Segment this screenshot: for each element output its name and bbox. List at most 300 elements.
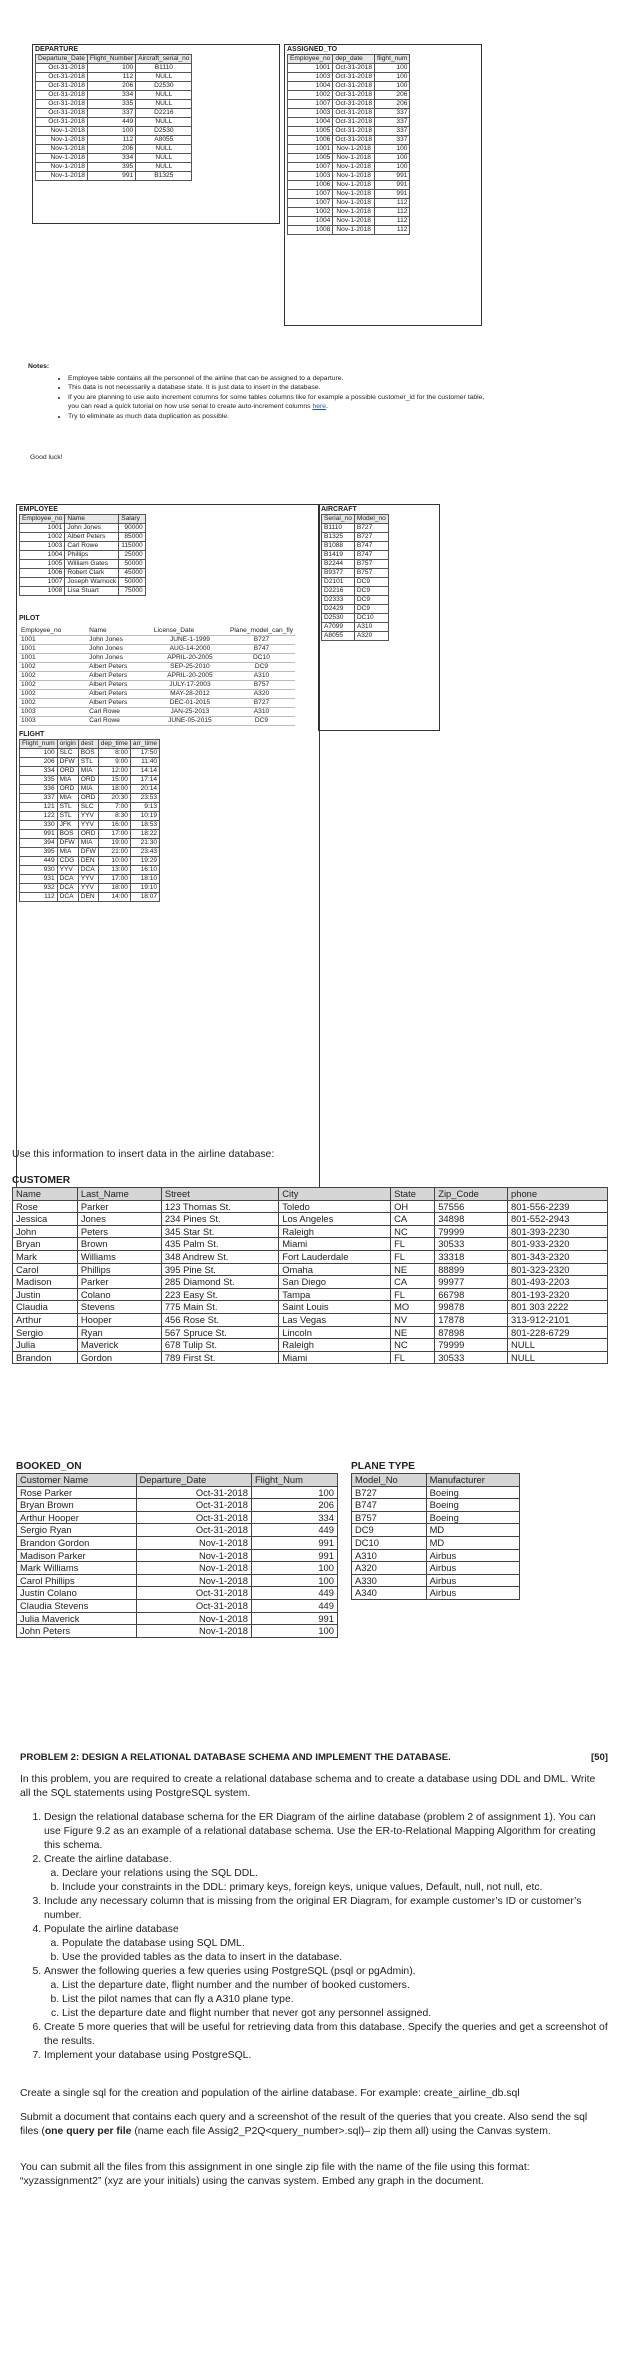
table-row bbox=[288, 145, 410, 154]
table-cell: 801-393-2230 bbox=[508, 1225, 608, 1238]
column-header: Name bbox=[65, 515, 119, 524]
table-row bbox=[288, 199, 410, 208]
employee-table bbox=[19, 514, 146, 596]
table-row bbox=[322, 560, 389, 569]
table-cell: JUNE-1-1999 bbox=[169, 636, 210, 643]
table-cell: B1325 bbox=[136, 172, 192, 181]
table-row bbox=[19, 699, 295, 708]
table-cell: 100 bbox=[374, 64, 409, 73]
table-cell: Oct-31-2018 bbox=[333, 82, 375, 91]
table-cell: Omaha bbox=[279, 1263, 391, 1276]
table-cell: 33318 bbox=[435, 1250, 508, 1263]
table-cell: 1003 bbox=[288, 172, 333, 181]
column-header: City bbox=[279, 1188, 391, 1201]
table-cell: 678 Tulip St. bbox=[161, 1339, 278, 1352]
table-cell: B727 bbox=[354, 533, 388, 542]
table-cell: 991 bbox=[87, 172, 135, 181]
table-cell: 335 bbox=[20, 776, 58, 785]
table-cell: DC10 bbox=[253, 654, 270, 661]
table-cell: NULL bbox=[136, 118, 192, 127]
table-cell: Sergio Ryan bbox=[17, 1524, 137, 1537]
table-cell: 12:00 bbox=[98, 767, 130, 776]
table-row bbox=[322, 533, 389, 542]
table-cell: Oct-31-2018 bbox=[136, 1499, 251, 1512]
table-cell: ORD bbox=[78, 794, 98, 803]
table-row bbox=[13, 1288, 608, 1301]
table-cell: Madison Parker bbox=[17, 1549, 137, 1562]
table-cell: 100 bbox=[251, 1486, 337, 1499]
column-header: Manufacturer bbox=[426, 1474, 519, 1487]
table-cell: 100 bbox=[251, 1625, 337, 1638]
column-header: Model_no bbox=[354, 515, 388, 524]
table-cell: Nov-1-2018 bbox=[36, 172, 88, 181]
table-cell: DC9 bbox=[354, 587, 388, 596]
table-cell: 1002 bbox=[21, 663, 36, 670]
table-row bbox=[17, 1536, 338, 1549]
table-cell: SLC bbox=[78, 803, 98, 812]
table-cell: 30533 bbox=[435, 1351, 508, 1364]
table-cell: Madison bbox=[13, 1276, 78, 1289]
table-cell: Airbus bbox=[426, 1587, 519, 1600]
note-item bbox=[68, 393, 488, 412]
table-cell: 801-228-6729 bbox=[508, 1326, 608, 1339]
column-header: License_Date bbox=[153, 627, 195, 634]
table-cell: YYV bbox=[78, 821, 98, 830]
table-cell: B747 bbox=[354, 551, 388, 560]
table-cell: NULL bbox=[508, 1339, 608, 1352]
table-cell: 1002 bbox=[288, 91, 333, 100]
table-cell: 1003 bbox=[20, 542, 65, 551]
table-row bbox=[288, 208, 410, 217]
table-cell: NULL bbox=[136, 91, 192, 100]
table-cell: Oct-31-2018 bbox=[136, 1511, 251, 1524]
table-cell: ORD bbox=[78, 830, 98, 839]
table-cell: Toledo bbox=[279, 1200, 391, 1213]
table-row bbox=[20, 551, 146, 560]
plane-type-label: PLANE TYPE bbox=[351, 1461, 415, 1472]
table-row bbox=[17, 1549, 338, 1562]
column-header: Employee_no bbox=[288, 55, 333, 64]
table-cell: B757 bbox=[253, 681, 270, 688]
table-row bbox=[322, 524, 389, 533]
table-cell: Oct-31-2018 bbox=[333, 118, 375, 127]
table-cell: 19:29 bbox=[130, 857, 159, 866]
table-cell: John Peters bbox=[17, 1625, 137, 1638]
table-cell: DC9 bbox=[354, 596, 388, 605]
column-header: Employee_no bbox=[21, 627, 62, 634]
table-cell: 435 Palm St. bbox=[161, 1238, 278, 1251]
table-cell: 449 bbox=[251, 1599, 337, 1612]
table-row bbox=[13, 1313, 608, 1326]
flight-label: FLIGHT bbox=[19, 731, 45, 738]
table-cell: 567 Spruce St. bbox=[161, 1326, 278, 1339]
table-cell: 348 Andrew St. bbox=[161, 1250, 278, 1263]
table-row bbox=[19, 663, 295, 672]
table-row bbox=[288, 136, 410, 145]
table-cell: Boeing bbox=[426, 1486, 519, 1499]
table-cell: 1007 bbox=[288, 163, 333, 172]
table-cell: Nov-1-2018 bbox=[136, 1625, 251, 1638]
table-row bbox=[20, 749, 160, 758]
table-cell: 1001 bbox=[288, 145, 333, 154]
table-cell: NULL bbox=[508, 1351, 608, 1364]
table-row bbox=[20, 569, 146, 578]
table-row bbox=[36, 172, 192, 181]
table-cell: Phillips bbox=[77, 1263, 161, 1276]
table-cell: 991 bbox=[20, 830, 58, 839]
table-cell: Carl Rowe bbox=[89, 717, 120, 724]
table-cell: 991 bbox=[251, 1549, 337, 1562]
table-row bbox=[17, 1599, 338, 1612]
table-cell: Nov-1-2018 bbox=[333, 145, 375, 154]
table-cell: 10:19 bbox=[130, 812, 159, 821]
table-cell: Oct-31-2018 bbox=[36, 91, 88, 100]
table-cell: D2101 bbox=[322, 578, 355, 587]
table-cell: 1006 bbox=[288, 136, 333, 145]
table-cell: 18:00 bbox=[98, 884, 130, 893]
table-cell: 14:14 bbox=[130, 767, 159, 776]
table-cell: 1001 bbox=[21, 645, 36, 652]
table-cell: B1110 bbox=[136, 64, 192, 73]
table-row bbox=[17, 1562, 338, 1575]
tutorial-link[interactable]: here bbox=[312, 403, 327, 410]
notes-title: Notes: bbox=[28, 363, 50, 370]
column-header: Name bbox=[13, 1188, 78, 1201]
table-row bbox=[322, 551, 389, 560]
table-cell: STL bbox=[78, 758, 98, 767]
table-cell: Rose Parker bbox=[17, 1486, 137, 1499]
table-cell: 285 Diamond St. bbox=[161, 1276, 278, 1289]
table-cell: DFW bbox=[57, 758, 78, 767]
table-cell: 1003 bbox=[21, 708, 36, 715]
table-cell: NULL bbox=[136, 73, 192, 82]
table-row bbox=[20, 884, 160, 893]
table-cell: Oct-31-2018 bbox=[36, 109, 88, 118]
table-cell: 337 bbox=[374, 136, 409, 145]
table-cell: Claudia Stevens bbox=[17, 1599, 137, 1612]
table-cell: William Gates bbox=[65, 560, 119, 569]
table-row bbox=[17, 1587, 338, 1600]
table-cell: 1005 bbox=[288, 127, 333, 136]
table-cell: NV bbox=[391, 1313, 435, 1326]
column-header: Customer Name bbox=[17, 1474, 137, 1487]
table-cell: 223 Easy St. bbox=[161, 1288, 278, 1301]
table-cell: 19:10 bbox=[130, 884, 159, 893]
table-cell: Brandon Gordon bbox=[17, 1536, 137, 1549]
table-cell: 17:14 bbox=[130, 776, 159, 785]
table-cell: 395 bbox=[87, 163, 135, 172]
customer-label: CUSTOMER bbox=[12, 1175, 71, 1186]
table-cell: DC9 bbox=[354, 605, 388, 614]
column-header: State bbox=[391, 1188, 435, 1201]
table-cell: B1325 bbox=[322, 533, 355, 542]
step-text: Create the airline database. bbox=[44, 1854, 172, 1865]
table-cell: Raleigh bbox=[279, 1225, 391, 1238]
table-row bbox=[36, 118, 192, 127]
problem-step bbox=[44, 1965, 608, 2021]
table-row bbox=[17, 1486, 338, 1499]
table-row bbox=[13, 1339, 608, 1352]
table-cell: 801-493-2203 bbox=[508, 1276, 608, 1289]
table-cell: Nov-1-2018 bbox=[333, 154, 375, 163]
table-row bbox=[20, 875, 160, 884]
table-cell: 34898 bbox=[435, 1213, 508, 1226]
table-cell: 1005 bbox=[20, 560, 65, 569]
table-cell: 115000 bbox=[119, 542, 146, 551]
table-cell: 1005 bbox=[288, 154, 333, 163]
table-cell: B747 bbox=[352, 1499, 427, 1512]
table-cell: John Jones bbox=[89, 636, 123, 643]
table-cell: 991 bbox=[374, 190, 409, 199]
table-cell: Airbus bbox=[426, 1562, 519, 1575]
assigned-to-label: ASSIGNED_TO bbox=[287, 46, 338, 53]
table-cell: Williams bbox=[77, 1250, 161, 1263]
booked-on-label: BOOKED_ON bbox=[16, 1461, 82, 1472]
table-cell: 932 bbox=[20, 884, 58, 893]
column-header: Last_Name bbox=[77, 1188, 161, 1201]
table-cell: D2333 bbox=[322, 596, 355, 605]
table-cell: 1007 bbox=[288, 199, 333, 208]
table-cell: 1004 bbox=[288, 118, 333, 127]
sub-step: a. Populate the database using SQL DML. bbox=[62, 1937, 608, 1951]
table-row bbox=[20, 767, 160, 776]
notes-section bbox=[28, 362, 488, 463]
good-luck-text: Good luck! bbox=[30, 454, 63, 461]
problem-step bbox=[44, 1923, 608, 1965]
table-row bbox=[20, 533, 146, 542]
table-cell: 930 bbox=[20, 866, 58, 875]
table-cell: Justin bbox=[13, 1288, 78, 1301]
problem-points: [50] bbox=[590, 1752, 608, 1763]
table-cell: Nov-1-2018 bbox=[333, 172, 375, 181]
table-row bbox=[13, 1351, 608, 1364]
table-cell: 1004 bbox=[288, 82, 333, 91]
table-cell: 18:07 bbox=[130, 893, 159, 902]
table-row bbox=[288, 73, 410, 82]
table-cell: Tampa bbox=[279, 1288, 391, 1301]
para-text: Submit a document that contains each query and a screenshot of the result of the queries that you create. Also send the sql files ( bbox=[20, 2112, 588, 2137]
table-row bbox=[13, 1276, 608, 1289]
customer-section bbox=[12, 1174, 608, 1364]
table-cell: MIA bbox=[78, 839, 98, 848]
table-row bbox=[288, 190, 410, 199]
problem-intro: In this problem, you are required to create a relational database schema and to create a database using DDL and DML. Write all the SQL statements using PostgreSQL system. bbox=[20, 1774, 596, 1799]
problem-step bbox=[44, 1853, 608, 1895]
table-cell: 330 bbox=[20, 821, 58, 830]
table-cell: 1002 bbox=[21, 672, 36, 679]
table-cell: 206 bbox=[87, 82, 135, 91]
table-cell: 79999 bbox=[435, 1225, 508, 1238]
column-header: Plane_model_can_fly bbox=[229, 627, 293, 634]
table-cell: Nov-1-2018 bbox=[333, 199, 375, 208]
booked-on-section bbox=[16, 1460, 338, 1638]
table-cell: B757 bbox=[352, 1511, 427, 1524]
para-text: (name each file Assig2_P2Q<query_number>.sql)– zip them all) using the Canvas system. bbox=[131, 2126, 551, 2137]
table-cell: 11:40 bbox=[130, 758, 159, 767]
table-row bbox=[17, 1612, 338, 1625]
table-cell: B1088 bbox=[322, 542, 355, 551]
table-cell: Albert Peters bbox=[89, 699, 128, 706]
table-cell: 88899 bbox=[435, 1263, 508, 1276]
column-header: Employee_no bbox=[20, 515, 65, 524]
table-cell: Oct-31-2018 bbox=[36, 82, 88, 91]
table-cell: 8:30 bbox=[98, 812, 130, 821]
table-cell: D2530 bbox=[136, 127, 192, 136]
table-cell: AUG-14-2000 bbox=[169, 645, 211, 652]
table-cell: JULY-17-2003 bbox=[169, 681, 211, 688]
aircraft-label: AIRCRAFT bbox=[321, 506, 357, 513]
note-text: If you are planning to use auto increment columns for some tables columns like for example a possible customer_id for the customer table, you can read a quick tutorial on how use serial to create auto-increment columns bbox=[68, 393, 485, 410]
table-cell: 16:00 bbox=[98, 821, 130, 830]
table-cell: 1001 bbox=[21, 636, 36, 643]
table-cell: 57556 bbox=[435, 1200, 508, 1213]
column-header: Zip_Code bbox=[435, 1188, 508, 1201]
table-cell: 206 bbox=[374, 91, 409, 100]
table-row bbox=[352, 1574, 520, 1587]
table-cell: DC9 bbox=[352, 1524, 427, 1537]
table-cell: CA bbox=[391, 1213, 435, 1226]
table-row bbox=[322, 569, 389, 578]
table-cell: 337 bbox=[374, 118, 409, 127]
table-row bbox=[20, 803, 160, 812]
table-cell: Bryan Brown bbox=[17, 1499, 137, 1512]
table-cell: NULL bbox=[136, 100, 192, 109]
table-cell: D2216 bbox=[136, 109, 192, 118]
sub-steps bbox=[44, 1867, 608, 1895]
table-cell: B1110 bbox=[322, 524, 355, 533]
table-row bbox=[20, 785, 160, 794]
column-header: Flight_Num bbox=[251, 1474, 337, 1487]
table-cell: Miami bbox=[279, 1238, 391, 1251]
problem-section bbox=[20, 1752, 608, 2189]
table-cell: 1002 bbox=[21, 681, 36, 688]
table-cell: YYV bbox=[78, 812, 98, 821]
table-cell: DFW bbox=[57, 839, 78, 848]
table-cell: DC10 bbox=[352, 1536, 427, 1549]
table-cell: 100 bbox=[251, 1562, 337, 1575]
table-cell: 206 bbox=[251, 1499, 337, 1512]
table-row bbox=[20, 560, 146, 569]
table-cell: 1003 bbox=[288, 73, 333, 82]
table-cell: John Jones bbox=[65, 524, 119, 533]
table-cell: A310 bbox=[354, 623, 388, 632]
use-info-text: Use this information to insert data in the airline database: bbox=[12, 1149, 275, 1160]
table-cell: 1001 bbox=[288, 64, 333, 73]
table-cell: Claudia bbox=[13, 1301, 78, 1314]
table-cell: D2429 bbox=[322, 605, 355, 614]
table-cell: Nov-1-2018 bbox=[333, 190, 375, 199]
column-header: Salary bbox=[119, 515, 146, 524]
table-cell: D2530 bbox=[322, 614, 355, 623]
table-row bbox=[17, 1511, 338, 1524]
table-cell: Jones bbox=[77, 1213, 161, 1226]
table-cell: 334 bbox=[20, 767, 58, 776]
table-cell: 1006 bbox=[20, 569, 65, 578]
table-cell: A320 bbox=[352, 1562, 427, 1575]
table-cell: Nov-1-2018 bbox=[136, 1536, 251, 1549]
table-cell: Jessica bbox=[13, 1213, 78, 1226]
table-cell: 17:50 bbox=[130, 749, 159, 758]
table-row bbox=[13, 1238, 608, 1251]
departure-table bbox=[35, 54, 192, 181]
table-row bbox=[13, 1301, 608, 1314]
table-cell: A7099 bbox=[322, 623, 355, 632]
table-cell: 1003 bbox=[288, 109, 333, 118]
table-cell: Oct-31-2018 bbox=[136, 1524, 251, 1537]
table-row bbox=[352, 1549, 520, 1562]
problem-step bbox=[44, 2049, 608, 2063]
table-cell: 122 bbox=[20, 812, 58, 821]
table-cell: 801-556-2239 bbox=[508, 1200, 608, 1213]
column-header: Name bbox=[89, 627, 107, 634]
table-cell: STL bbox=[57, 803, 78, 812]
table-cell: 801-933-2320 bbox=[508, 1238, 608, 1251]
table-row bbox=[36, 136, 192, 145]
table-cell: Oct-31-2018 bbox=[333, 127, 375, 136]
table-cell: STL bbox=[57, 812, 78, 821]
table-row bbox=[288, 82, 410, 91]
table-row bbox=[13, 1225, 608, 1238]
table-cell: 206 bbox=[374, 100, 409, 109]
note-item: • Try to eliminate as much data duplication as possible. bbox=[68, 412, 488, 422]
table-cell: 112 bbox=[374, 199, 409, 208]
table-cell: Oct-31-2018 bbox=[333, 73, 375, 82]
table-cell: Nov-1-2018 bbox=[333, 181, 375, 190]
table-cell: Albert Peters bbox=[89, 690, 128, 697]
table-cell: San Diego bbox=[279, 1276, 391, 1289]
table-row bbox=[19, 717, 295, 726]
table-cell: 9:13 bbox=[130, 803, 159, 812]
table-row bbox=[20, 587, 146, 596]
table-cell: DEN bbox=[78, 857, 98, 866]
column-header: phone bbox=[508, 1188, 608, 1201]
table-row bbox=[288, 64, 410, 73]
table-cell: Sergio bbox=[13, 1326, 78, 1339]
table-row bbox=[36, 82, 192, 91]
table-cell: 234 Pines St. bbox=[161, 1213, 278, 1226]
table-row bbox=[13, 1200, 608, 1213]
table-cell: 334 bbox=[87, 91, 135, 100]
table-cell: Nov-1-2018 bbox=[36, 163, 88, 172]
table-cell: CA bbox=[391, 1276, 435, 1289]
table-row bbox=[20, 866, 160, 875]
table-row bbox=[322, 587, 389, 596]
table-cell: MIA bbox=[78, 767, 98, 776]
column-header: Street bbox=[161, 1188, 278, 1201]
table-cell: 25000 bbox=[119, 551, 146, 560]
column-header: Departure_Date bbox=[36, 55, 88, 64]
table-cell: 123 Thomas St. bbox=[161, 1200, 278, 1213]
table-cell: 100 bbox=[374, 82, 409, 91]
table-cell: Raleigh bbox=[279, 1339, 391, 1352]
assigned-to-table bbox=[287, 54, 410, 235]
table-cell: ORD bbox=[78, 776, 98, 785]
table-cell: Oct-31-2018 bbox=[36, 64, 88, 73]
table-cell: SLC bbox=[57, 749, 78, 758]
departure-label: DEPARTURE bbox=[35, 46, 79, 53]
table-row bbox=[36, 154, 192, 163]
table-cell: 20:14 bbox=[130, 785, 159, 794]
table-cell: 21:30 bbox=[130, 839, 159, 848]
table-row bbox=[322, 632, 389, 641]
table-cell: DCA bbox=[57, 884, 78, 893]
table-cell: 15:00 bbox=[98, 776, 130, 785]
table-cell: Boeing bbox=[426, 1511, 519, 1524]
table-cell: 801-193-2320 bbox=[508, 1288, 608, 1301]
table-cell: 1004 bbox=[288, 217, 333, 226]
problem-para-3: You can submit all the files from this assignment in one single zip file with the name of the file using this format: “xyzassignment2” (xyz are your initials) using the canvas system. Embed any graph in the document. bbox=[20, 2162, 530, 2187]
pilot-label: PILOT bbox=[19, 615, 40, 622]
